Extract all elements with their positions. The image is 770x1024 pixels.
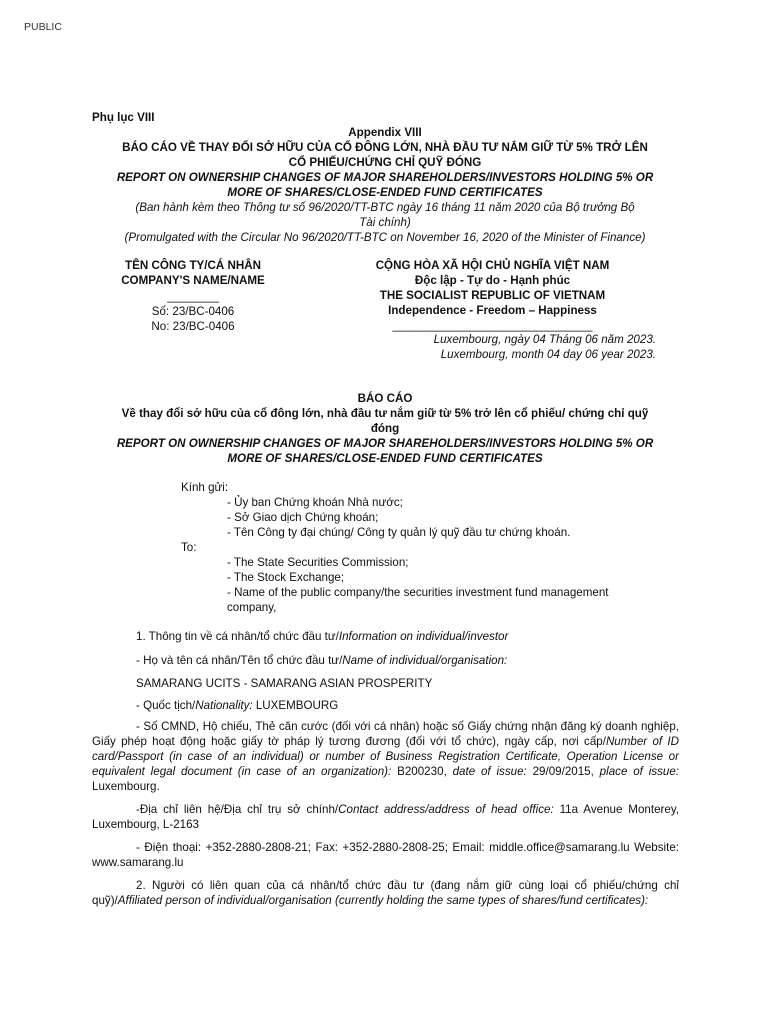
republic-en: THE SOCIALIST REPUBLIC OF VIETNAM — [379, 289, 606, 302]
report-subject-vn-2: đóng — [370, 422, 400, 435]
name-label-vn: - Họ và tên cá nhân/Tên tổ chức đầu tư/ — [136, 654, 343, 667]
nationality-value: LUXEMBOURG — [252, 699, 339, 712]
recipients-en-list — [227, 555, 677, 615]
company-name-vn: TÊN CÔNG TY/CÁ NHÂN — [125, 259, 261, 272]
report-subject-en-1: REPORT ON OWNERSHIP CHANGES OF MAJOR SHAREHOLDERS/INVESTORS HOLDING 5% OR — [116, 437, 654, 450]
section-2-vn: 2. Người có liên quan của cá nhân/tổ chức đầu tư (đang nắm giữ cùng loại cổ phiếu/chứng chỉ quỹ)/ — [92, 879, 679, 907]
recipient-en-item: company, — [227, 601, 277, 614]
section-1-heading — [136, 629, 508, 644]
motto-en: Independence - Freedom – Happiness — [388, 304, 597, 317]
classification-label: PUBLIC — [24, 21, 62, 33]
address-label-en: Contact address/address of head office: — [338, 803, 554, 816]
document-date — [330, 332, 656, 362]
date-en: Luxembourg, month 04 day 06 year 2023. — [440, 348, 656, 361]
company-name-en: COMPANY'S NAME/NAME — [121, 274, 265, 287]
name-label-en: Name of individual/organisation: — [342, 654, 508, 667]
recipient-vn-item: - Sở Giao dịch Chứng khoán; — [227, 511, 379, 524]
republic-header — [330, 258, 655, 333]
recipients-vn-list — [227, 495, 677, 540]
recipient-vn-item: - Ủy ban Chứng khoán Nhà nước; — [227, 496, 403, 509]
motto-vn: Độc lập - Tự do - Hạnh phúc — [414, 274, 571, 287]
republic-rule: _______________________________ — [392, 319, 593, 332]
nationality — [136, 698, 338, 713]
date-vn: Luxembourg, ngày 04 Tháng 06 năm 2023. — [433, 333, 656, 346]
recipients-en-label: To: — [181, 541, 197, 554]
issue-date-label: date of issue: — [446, 765, 527, 778]
recipient-vn-item: - Tên Công ty đại chúng/ Công ty quản lý quỹ đầu tư chứng khoán. — [227, 526, 571, 539]
id-number: B200230, — [391, 765, 447, 778]
section-2-en: Affiliated person of individual/organisation (currently holding the same types of shares/fund certificates): — [117, 894, 649, 907]
promulgated-en: (Promulgated with the Circular No 96/2020/TT-BTC on November 16, 2020 of the Minister of Finance) — [124, 231, 646, 244]
company-rule: ________ — [167, 290, 219, 303]
company-header — [100, 258, 286, 334]
issue-place-label: place of issue: — [593, 765, 680, 778]
appendix-en: Appendix VIII — [348, 126, 422, 139]
promulgated-vn-line-1: (Ban hành kèm theo Thông tư số 96/2020/TT-BTC ngày 16 tháng 11 năm 2020 của Bộ trưởng Bộ — [135, 201, 635, 214]
investor-name-value: SAMARANG UCITS - SAMARANG ASIAN PROSPERITY — [136, 677, 433, 690]
id-label-en: Number of ID card/Passport (in case of an individual) or number of Business Registration Certificate, Operation License or equivalent legal document (in case of an organization): — [92, 735, 679, 778]
issue-date: 29/09/2015, — [526, 765, 594, 778]
report-title: BÁO CÁO — [357, 392, 413, 405]
recipient-en-item: - The State Securities Commission; — [227, 556, 409, 569]
id-paragraph — [92, 719, 679, 794]
republic-vn: CỘNG HÒA XÃ HỘI CHỦ NGHĨA VIỆT NAM — [375, 259, 610, 272]
recipients-vn-label: Kính gửi: — [181, 481, 229, 494]
section-1-vn: 1. Thông tin về cá nhân/tổ chức đầu tư/ — [136, 630, 339, 643]
issue-place: Luxembourg. — [92, 780, 160, 793]
title-en-line-1: REPORT ON OWNERSHIP CHANGES OF MAJOR SHAREHOLDERS/INVESTORS HOLDING 5% OR — [116, 171, 654, 184]
title-vn-line-2: CỔ PHIẾU/CHỨNG CHỈ QUỸ ĐÓNG — [288, 156, 482, 169]
promulgated-vn-line-2: Tài chính) — [359, 216, 411, 229]
recipient-en-item: - Name of the public company/the securities investment fund management — [227, 586, 609, 599]
address-value: 11a Avenue Monterey, Luxembourg, L-2163 — [92, 803, 679, 831]
nationality-label-vn: - Quốc tịch/ — [136, 699, 196, 712]
report-subject-vn-1: Về thay đổi sở hữu của cổ đông lớn, nhà đầu tư nắm giữ từ 5% trở lên cổ phiếu/ chứng chỉ quỹ — [121, 407, 649, 420]
report-heading — [92, 391, 678, 466]
title-vn-line-1: BÁO CÁO VỀ THAY ĐỔI SỞ HỮU CỦA CỔ ĐÔNG LỚN, NHÀ ĐẦU TƯ NẮM GIỮ TỪ 5% TRỞ LÊN — [122, 141, 648, 154]
section-1-en: Information on individual/investor — [338, 630, 509, 643]
document-number-en: No: 23/BC-0406 — [151, 320, 235, 333]
contact-paragraph: - Điện thoại: +352-2880-2808-21; Fax: +352-2880-2808-25; Email: middle.office@samarang.lu Website: www.samarang.lu — [92, 841, 679, 869]
nationality-label-en: Nationality: — [195, 699, 253, 712]
investor-name-label — [136, 653, 507, 668]
report-subject-en-2: MORE OF SHARES/CLOSE-ENDED FUND CERTIFICATES — [227, 452, 543, 465]
recipient-en-item: - The Stock Exchange; — [227, 571, 345, 584]
address-paragraph — [92, 802, 679, 832]
appendix-vn: Phụ lục VIII — [92, 111, 155, 124]
document-number-vn: Số: 23/BC-0406 — [151, 305, 235, 318]
section-2-paragraph — [92, 878, 679, 908]
title-en-line-2: MORE OF SHARES/CLOSE-ENDED FUND CERTIFICATES — [227, 186, 543, 199]
document-title — [92, 125, 678, 245]
id-label-vn: - Số CMND, Hộ chiếu, Thẻ căn cước (đối với cá nhân) hoặc số Giấy chứng nhận đăng ký doanh nghiệp, Giấy phép hoạt động hoặc giấy tờ pháp lý tương đương (đối với tổ chức), ngày cấp, nơi cấp/ — [92, 720, 679, 748]
address-label-vn: -Địa chỉ liên hệ/Địa chỉ trụ sở chính/ — [136, 803, 339, 816]
